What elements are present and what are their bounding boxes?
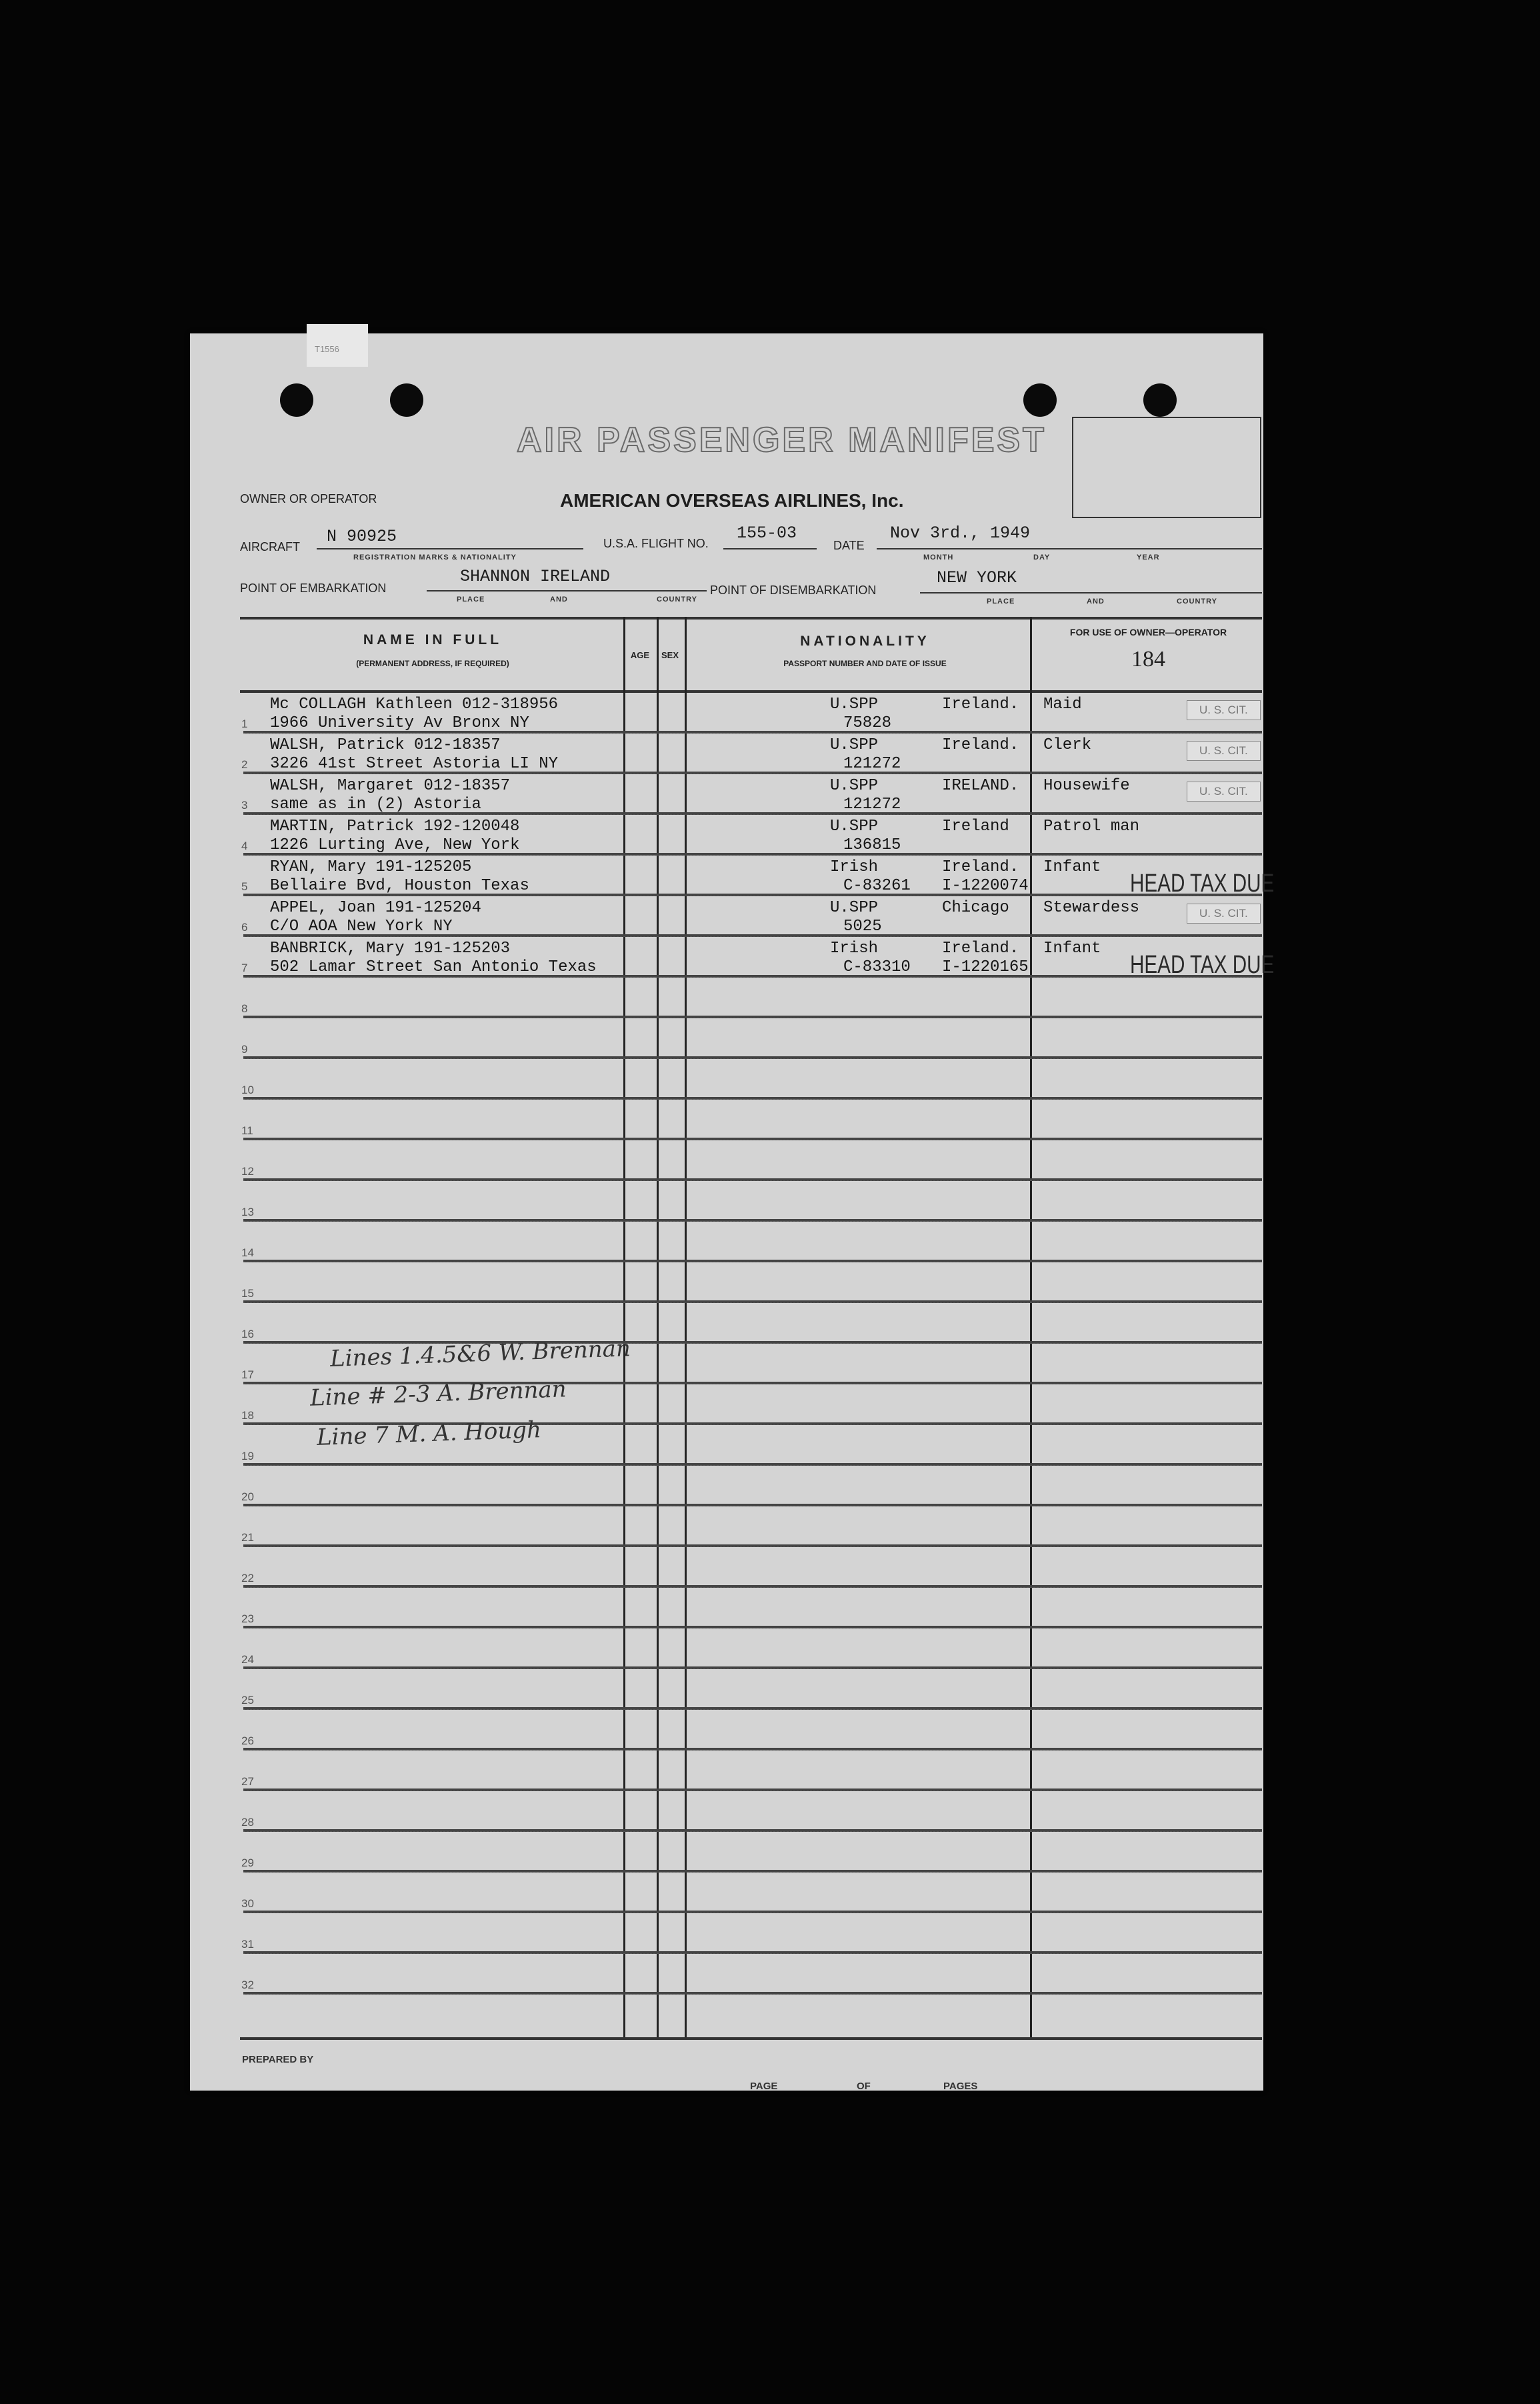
passport-type: U.SPP [830,736,879,754]
header-bottom-rule [240,690,1262,693]
row-rule [243,1992,1262,1995]
row-number: 2 [241,758,248,771]
row-number: 20 [241,1490,254,1503]
row-number: 28 [241,1816,254,1829]
table-bottom-rule [240,2037,1262,2040]
table-row [243,1304,1262,1344]
embark-value: SHANNON IRELAND [460,567,611,586]
row-rule [243,1911,1262,1913]
passenger-address: Bellaire Bvd, Houston Texas [270,877,529,895]
embark-underline [427,590,707,591]
row-rule [243,1504,1262,1506]
table-row [243,1751,1262,1791]
of-label: OF [857,2081,871,2092]
table-row [243,1263,1262,1303]
aircraft-sublabel: REGISTRATION MARKS & NATIONALITY [353,553,517,561]
table-row [243,897,1262,937]
issue-code: I-1220074 [942,877,1029,895]
row-rule [243,1870,1262,1873]
passport-type: Irish [830,858,879,876]
table-row [243,978,1262,1018]
passport-type: U.SPP [830,696,879,714]
table-row [243,775,1262,815]
form-title: AIR PASSENGER MANIFEST [517,421,1047,459]
table-row [243,1141,1262,1181]
table-row [243,1019,1262,1059]
table-row [243,1182,1262,1222]
passport-number: 121272 [843,796,901,814]
table-row [243,1792,1262,1832]
punch-hole [280,383,313,417]
stamp-box [1072,417,1261,518]
passport-type: Irish [830,940,879,958]
occupation: Housewife [1043,777,1130,795]
col-age: AGE [630,650,650,660]
punch-hole [1023,383,1057,417]
row-number: 26 [241,1734,254,1747]
col-nationality-sub: PASSPORT NUMBER AND DATE OF ISSUE [783,659,947,668]
embark-sub-place: PLACE [457,595,485,604]
row-rule [243,1585,1262,1588]
embark-sub-and: AND [550,595,568,604]
row-number: 18 [241,1409,254,1422]
prepared-by-label: PREPARED BY [242,2054,314,2065]
row-number: 15 [241,1287,254,1300]
row-rule [243,1016,1262,1018]
row-rule [243,1260,1262,1262]
date-sub-day: DAY [1033,553,1051,561]
owner-use-number: 184 [1131,647,1165,672]
issue-country: Chicago [942,899,1009,917]
row-number: 3 [241,799,248,812]
row-number: 14 [241,1246,254,1259]
table-row [243,1548,1262,1588]
row-number: 12 [241,1165,254,1178]
disembark-value: NEW YORK [937,568,1017,587]
us-citizen-stamp: U. S. CIT. [1187,782,1261,802]
row-number: 22 [241,1572,254,1584]
passenger-address: 1966 University Av Bronx NY [270,714,529,732]
issue-country: Ireland. [942,736,1019,754]
row-number: 13 [241,1206,254,1218]
row-number: 10 [241,1084,254,1096]
issue-country: IRELAND. [942,777,1019,795]
passenger-name: RYAN, Mary 191-125205 [270,858,472,876]
row-number: 23 [241,1612,254,1625]
table-row [243,1710,1262,1750]
row-rule [243,1097,1262,1100]
passenger-name: Mc COLLAGH Kathleen 012-318956 [270,696,559,714]
row-number: 1 [241,718,248,730]
us-citizen-stamp: U. S. CIT. [1187,741,1261,761]
row-rule [243,1666,1262,1669]
issue-country: Ireland. [942,696,1019,714]
table-row [243,1588,1262,1628]
aircraft-underline [317,548,583,549]
row-number: 27 [241,1775,254,1788]
occupation: Maid [1043,696,1082,714]
aircraft-value: N 90925 [327,527,397,546]
table-top-rule [240,617,1262,620]
col-name-sub: (PERMANENT ADDRESS, IF REQUIRED) [356,659,509,668]
table-row [241,856,1275,898]
row-rule [243,1219,1262,1222]
disembark-underline [920,592,1262,593]
passenger-address: 3226 41st Street Astoria LI NY [270,755,559,773]
disembark-sub-and: AND [1087,597,1105,606]
tab-code: T1556 [315,344,339,354]
issue-code: I-1220165 [942,958,1029,976]
col-sex: SEX [661,650,679,660]
row-rule [243,1178,1262,1181]
table-row [243,1507,1262,1547]
handwritten-note: Line # 2-3 A. Brennan [309,1376,567,1412]
issue-country: Ireland. [942,858,1019,876]
disembark-sub-place: PLACE [987,597,1015,606]
passport-type: U.SPP [830,818,879,836]
table-row [243,1100,1262,1140]
row-number: 4 [241,840,248,852]
passport-type: U.SPP [830,899,879,917]
occupation: Stewardess [1043,899,1140,917]
handwritten-note: Line 7 M. A. Hough [316,1416,542,1451]
passenger-name: WALSH, Patrick 012-18357 [270,736,501,754]
row-number: 9 [241,1043,248,1056]
row-number: 32 [241,1979,254,1991]
passenger-address: same as in (2) Astoria [270,796,481,814]
row-rule [243,1544,1262,1547]
flight-value: 155-03 [737,523,797,543]
aircraft-label: AIRCRAFT [240,540,300,553]
row-number: 31 [241,1938,254,1951]
table-row [243,1955,1262,1995]
row-number: 5 [241,880,248,893]
row-number: 19 [241,1450,254,1462]
disembark-label: POINT OF DISEMBARKATION [710,583,877,597]
table-row [243,694,1262,734]
row-number: 29 [241,1857,254,1869]
table-row [243,1914,1262,1954]
row-number: 16 [241,1328,254,1340]
passenger-name: WALSH, Margaret 012-18357 [270,777,511,795]
row-number: 24 [241,1653,254,1666]
table-row [243,1670,1262,1710]
row-rule [243,1707,1262,1710]
embark-label: POINT OF EMBARKATION [240,581,387,595]
row-rule [243,1788,1262,1791]
pages-label: PAGES [943,2081,978,2092]
owner-label: OWNER OR OPERATOR [240,492,377,505]
embark-sub-country: COUNTRY [657,595,697,604]
col-owner-use: FOR USE OF OWNER—OPERATOR [1069,627,1227,638]
passport-number: C-83261 [843,877,911,895]
flight-label: U.S.A. FLIGHT NO. [603,537,709,550]
punch-hole [390,383,423,417]
row-number: 30 [241,1897,254,1910]
us-citizen-stamp: U. S. CIT. [1187,904,1261,924]
passenger-address: 1226 Lurting Ave, New York [270,836,520,854]
passenger-address: C/O AOA New York NY [270,918,453,936]
passport-number: 121272 [843,755,901,773]
owner-value: AMERICAN OVERSEAS AIRLINES, Inc. [560,490,904,511]
date-sub-month: MONTH [923,553,954,561]
occupation: Infant [1043,858,1101,876]
col-nationality: NATIONALITY [800,634,930,649]
table-row [243,816,1262,856]
table-row [243,1833,1262,1873]
row-number: 17 [241,1368,254,1381]
occupation: Clerk [1043,736,1092,754]
row-rule [243,1056,1262,1059]
date-sub-year: YEAR [1137,553,1160,561]
table-row [241,938,1275,979]
row-number: 7 [241,962,248,974]
table-row [243,1873,1262,1913]
occupation: Patrol man [1043,818,1140,836]
row-rule [243,1300,1262,1303]
row-number: 6 [241,921,248,934]
col-name: NAME IN FULL [363,632,503,648]
row-rule [243,1626,1262,1628]
table-row [243,1466,1262,1506]
row-rule [243,1463,1262,1466]
punch-hole [1143,383,1177,417]
row-number: 21 [241,1531,254,1544]
passenger-name: APPEL, Joan 191-125204 [270,899,481,917]
table-row [243,1222,1262,1262]
passport-type: U.SPP [830,777,879,795]
head-tax-stamp: HEAD TAX DUE [1130,870,1275,898]
row-number: 8 [241,1002,248,1015]
date-label: DATE [833,539,865,552]
head-tax-stamp: HEAD TAX DUE [1130,951,1275,979]
row-number: 11 [241,1124,253,1137]
issue-country: Ireland [942,818,1009,836]
flight-underline [723,548,817,549]
date-value: Nov 3rd., 1949 [890,523,1031,543]
passenger-name: BANBRICK, Mary 191-125203 [270,940,511,958]
passport-number: 5025 [843,918,882,936]
row-rule [243,1138,1262,1140]
disembark-sub-country: COUNTRY [1177,597,1217,606]
issue-country: Ireland. [942,940,1019,958]
passenger-address: 502 Lamar Street San Antonio Texas [270,958,597,976]
row-rule [243,1951,1262,1954]
table-row [243,1060,1262,1100]
passport-number: C-83310 [843,958,911,976]
row-number: 25 [241,1694,254,1706]
paper-tab [307,324,368,367]
passport-number: 136815 [843,836,901,854]
passport-number: 75828 [843,714,892,732]
row-rule [243,1829,1262,1832]
table-row [243,1629,1262,1669]
row-rule [243,1748,1262,1750]
table-row [243,734,1262,774]
page-label: PAGE [750,2081,778,2092]
date-underline [877,548,1262,549]
passenger-name: MARTIN, Patrick 192-120048 [270,818,520,836]
manifest-sheet [190,333,1275,2092]
handwritten-note: Lines 1.4.5&6 W. Brennan [329,1335,631,1372]
us-citizen-stamp: U. S. CIT. [1187,700,1261,720]
occupation: Infant [1043,940,1101,958]
